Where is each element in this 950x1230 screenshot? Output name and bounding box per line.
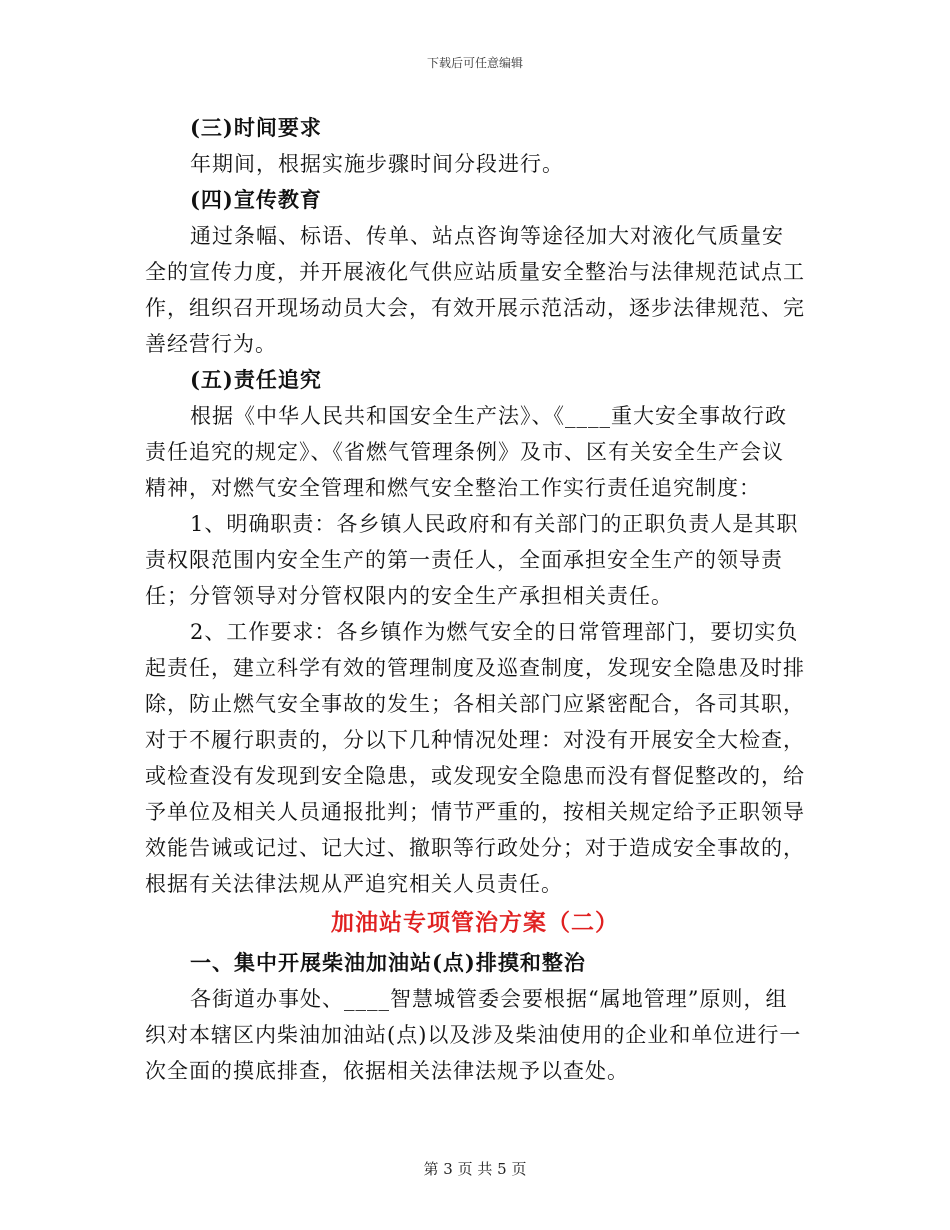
- paragraph: 1、明确职责：各乡镇人民政府和有关部门的正职负责人是其职责权限范围内安全生产的第一责任人，全面承担安全生产的领导责任；分管领导对分管权限内的安全生产承担相关责任。: [145, 512, 799, 608]
- paragraph: 年期间，根据实施步骤时间分段进行。: [190, 152, 564, 176]
- paragraph: 根据《中华人民共和国安全生产法》、《____重大安全事故行政责任追究的规定》、《省燃气管理条例》及市、区有关安全生产会议精神，对燃气安全管理和燃气安全整治工作实行责任追究制度：: [145, 404, 787, 500]
- section-heading-publicity: (四)宣传教育: [190, 187, 322, 212]
- paragraph: 2、工作要求：各乡镇作为燃气安全的日常管理部门，要切实负起责任，建立科学有效的管理制度及巡查制度，发现安全隐患及时排除，防止燃气安全事故的发生；各相关部门应紧密配合，各司其职，对于不履行职责的，分以下几种情况处理：对没有开展安全大检查，或检查没有发现到安全隐患，或发现安全隐患而没有督促整改的，给予单位及相关人员通报批判；情节严重的，按相关规定给予正职领导效能告诫或记过、记大过、撤职等行政处分；对于造成安全事故的，根据有关法律法规从严追究相关人员责任。: [145, 620, 805, 896]
- page-header-note: 下载后可任意编辑: [426, 56, 523, 70]
- paragraph: 通过条幅、标语、传单、站点咨询等途径加大对液化气质量安全的宣传力度，并开展液化气供应站质量安全整治与法律规范试点工作，组织召开现场动员大会，有效开展示范活动，逐步法律规范、完善经营行为。: [145, 224, 805, 356]
- page-number: 第 3 页 共 5 页: [423, 1160, 527, 1178]
- plan-section-heading: 一、集中开展柴油加油站(点)排摸和整治: [190, 950, 586, 975]
- plan-title: 加油站专项管治方案（二）: [331, 909, 619, 936]
- document-body: [145, 110, 805, 1089]
- section-heading-time: (三)时间要求: [190, 115, 322, 140]
- section-heading-accountability: (五)责任追究: [190, 367, 322, 392]
- paragraph: 各街道办事处、____智慧城管委会要根据“属地管理”原则，组织对本辖区内柴油加油站(点)以及涉及柴油使用的企业和单位进行一次全面的摸底排查，依据相关法律法规予以查处。: [145, 987, 802, 1083]
